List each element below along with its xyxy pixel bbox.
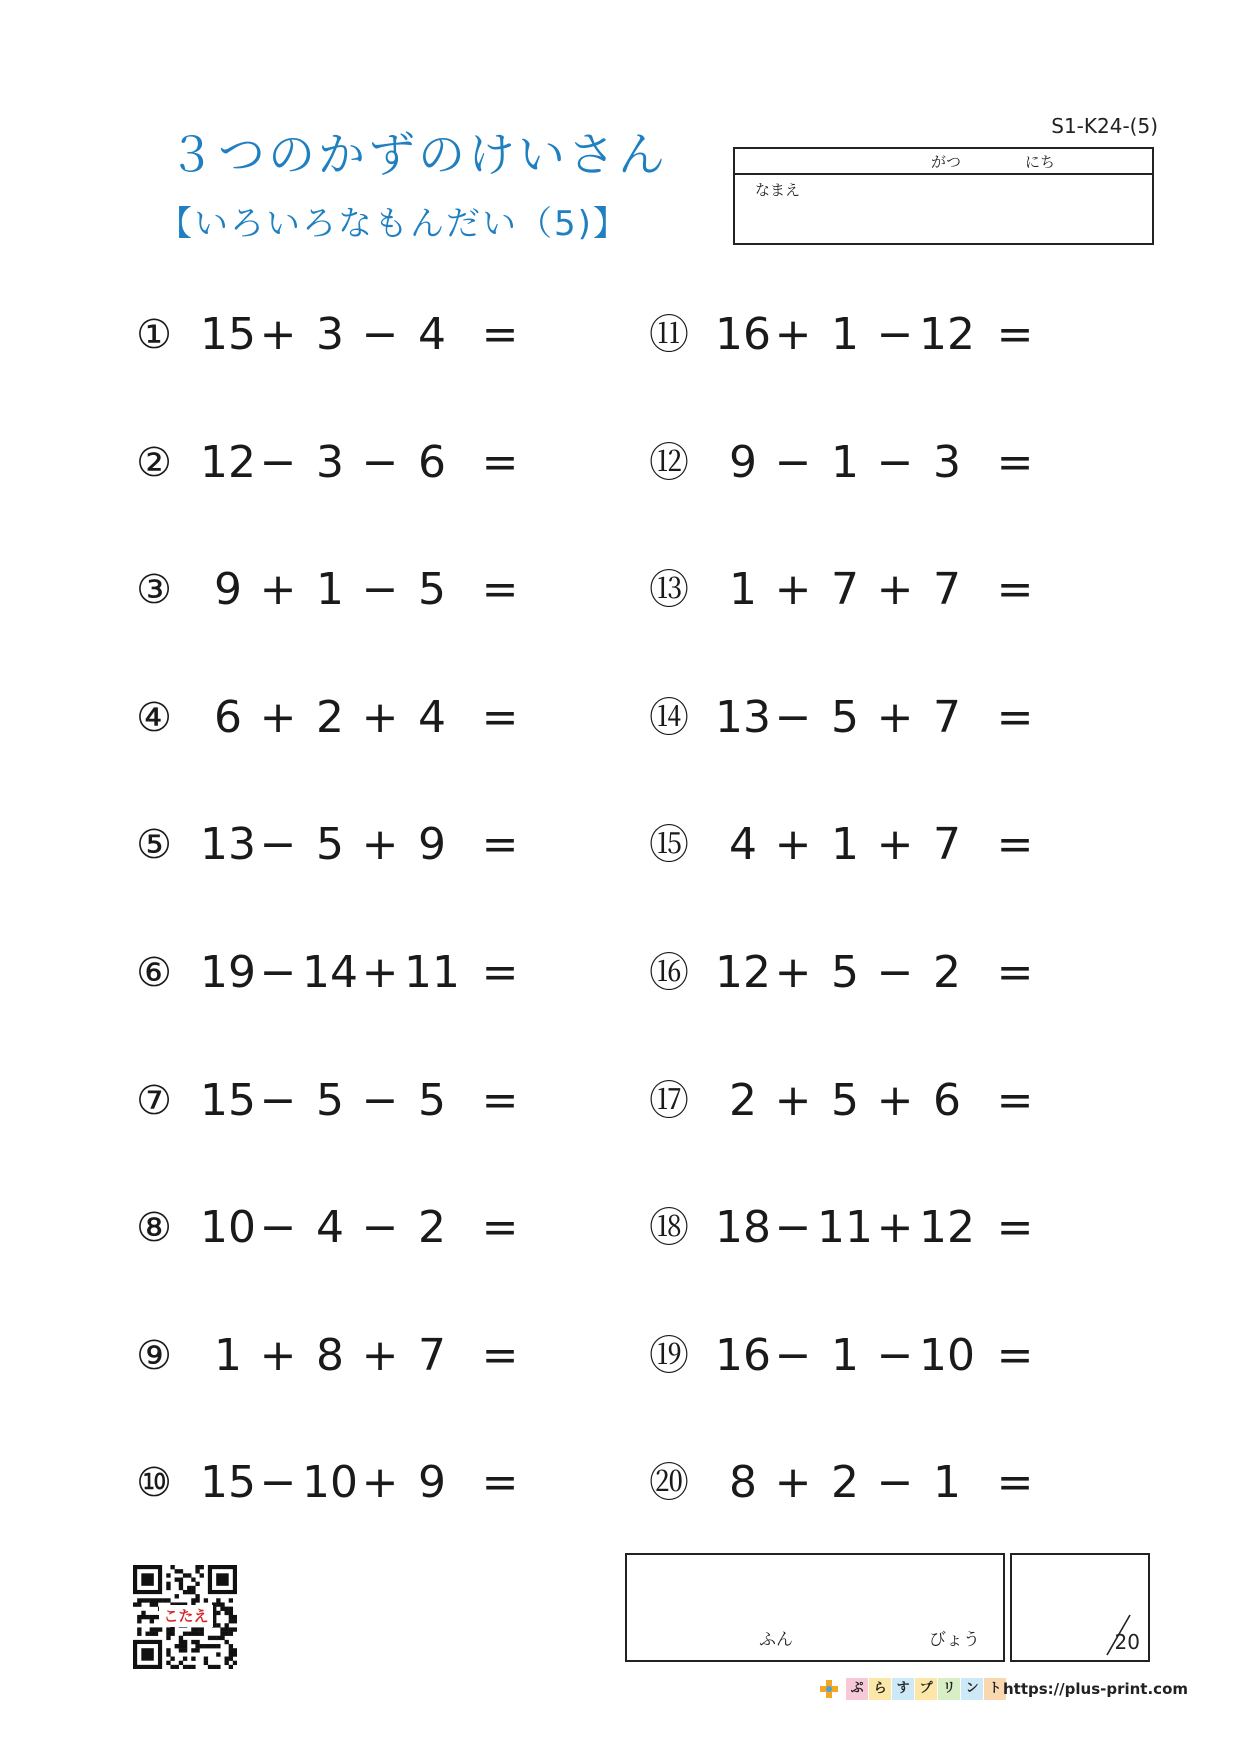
operand-c: 4 — [418, 309, 446, 360]
equals-sign: = — [481, 309, 519, 360]
problem-number: ③ — [136, 567, 172, 613]
operator-2: + — [361, 1457, 399, 1508]
time-box — [625, 1553, 1005, 1662]
operand-c: 6 — [933, 1075, 961, 1126]
operator-1: + — [774, 947, 812, 998]
problem-row — [128, 1198, 538, 1258]
answer-qr-label: こたえ — [159, 1605, 213, 1627]
problem-row — [128, 688, 538, 748]
equals-sign: = — [996, 1457, 1034, 1508]
equals-sign: = — [481, 1330, 519, 1381]
operand-c: 2 — [933, 947, 961, 998]
problem-row — [643, 943, 1053, 1003]
operand-b: 1 — [831, 1330, 859, 1381]
operator-2: − — [876, 1330, 914, 1381]
operand-b: 5 — [316, 819, 344, 870]
operator-1: + — [259, 309, 297, 360]
logo-char: ら — [869, 1678, 891, 1700]
equals-sign: = — [481, 1202, 519, 1253]
problem-row — [128, 560, 538, 620]
equals-sign: = — [996, 819, 1034, 870]
month-label: がつ — [931, 153, 962, 171]
problem-number: ⑱ — [649, 1205, 689, 1251]
operand-c: 5 — [418, 564, 446, 615]
problem-number: ⑬ — [649, 567, 689, 613]
equals-sign: = — [481, 1075, 519, 1126]
problem-row — [128, 815, 538, 875]
worksheet-subtitle: 【いろいろなもんだい（5)】 — [158, 204, 629, 244]
problem-row — [643, 1453, 1053, 1513]
operator-2: + — [876, 692, 914, 743]
operand-c: 3 — [933, 437, 961, 488]
operand-a: 9 — [729, 437, 757, 488]
operand-a: 12 — [200, 437, 256, 488]
operand-b: 1 — [316, 564, 344, 615]
operand-c: 5 — [418, 1075, 446, 1126]
operand-b: 7 — [831, 564, 859, 615]
problem-number: ⑮ — [649, 822, 689, 868]
operand-c: 7 — [933, 819, 961, 870]
operator-2: + — [876, 564, 914, 615]
equals-sign: = — [996, 692, 1034, 743]
day-label: にち — [1025, 153, 1056, 171]
operator-1: − — [259, 1075, 297, 1126]
operand-b: 5 — [316, 1075, 344, 1126]
name-label: なまえ — [755, 181, 801, 199]
operand-c: 7 — [933, 564, 961, 615]
problem-number: ⑭ — [649, 695, 689, 741]
operand-a: 15 — [200, 1075, 256, 1126]
operand-a: 6 — [214, 692, 242, 743]
operand-a: 16 — [715, 309, 771, 360]
operator-1: − — [259, 1202, 297, 1253]
problem-number: ⑨ — [136, 1333, 172, 1379]
equals-sign: = — [996, 437, 1034, 488]
seconds-label: びょう — [929, 1630, 980, 1650]
operator-2: − — [361, 564, 399, 615]
equals-sign: = — [481, 437, 519, 488]
operand-b: 3 — [316, 437, 344, 488]
operator-2: − — [361, 1075, 399, 1126]
operand-a: 2 — [729, 1075, 757, 1126]
operand-b: 1 — [831, 437, 859, 488]
plus-print-mark-icon — [818, 1678, 840, 1700]
problem-row — [643, 1071, 1053, 1131]
operator-2: − — [876, 1457, 914, 1508]
operand-a: 19 — [200, 947, 256, 998]
operator-1: + — [774, 819, 812, 870]
operand-a: 1 — [729, 564, 757, 615]
operand-a: 8 — [729, 1457, 757, 1508]
operand-b: 11 — [817, 1202, 873, 1253]
operator-2: − — [876, 309, 914, 360]
operand-a: 18 — [715, 1202, 771, 1253]
problem-number: ⑫ — [649, 440, 689, 486]
operand-b: 14 — [302, 947, 358, 998]
operand-c: 9 — [418, 1457, 446, 1508]
logo-char: ぷ — [846, 1678, 868, 1700]
operand-b: 1 — [831, 309, 859, 360]
operand-b: 1 — [831, 819, 859, 870]
problem-row — [643, 1198, 1053, 1258]
operand-a: 12 — [715, 947, 771, 998]
problem-row — [128, 433, 538, 493]
operator-2: − — [361, 309, 399, 360]
logo-char: プ — [915, 1678, 937, 1700]
operand-b: 2 — [316, 692, 344, 743]
problem-row — [643, 305, 1053, 365]
operator-1: − — [259, 437, 297, 488]
operator-1: − — [774, 437, 812, 488]
equals-sign: = — [996, 1330, 1034, 1381]
date-row — [735, 149, 1152, 175]
equals-sign: = — [996, 1202, 1034, 1253]
problem-number: ② — [136, 440, 172, 486]
problem-number: ⑳ — [649, 1460, 689, 1506]
problem-number: ⑰ — [649, 1078, 689, 1124]
operator-2: + — [876, 1075, 914, 1126]
operator-2: − — [361, 1202, 399, 1253]
operand-b: 5 — [831, 1075, 859, 1126]
operator-1: − — [774, 692, 812, 743]
operand-c: 11 — [404, 947, 460, 998]
operator-2: + — [361, 1330, 399, 1381]
operand-c: 12 — [919, 1202, 975, 1253]
operand-c: 7 — [933, 692, 961, 743]
problem-row — [643, 433, 1053, 493]
operator-2: + — [361, 819, 399, 870]
problem-number: ⑦ — [136, 1078, 172, 1124]
problem-row — [128, 1326, 538, 1386]
operand-c: 9 — [418, 819, 446, 870]
worksheet-title: ３つのかずのけいさん — [168, 128, 668, 183]
operand-c: 12 — [919, 309, 975, 360]
operand-c: 7 — [418, 1330, 446, 1381]
operand-a: 10 — [200, 1202, 256, 1253]
operator-1: − — [774, 1330, 812, 1381]
problem-row — [643, 688, 1053, 748]
logo-char: ト — [984, 1678, 1006, 1700]
problem-row — [643, 815, 1053, 875]
problem-number: ⑯ — [649, 950, 689, 996]
operand-c: 1 — [933, 1457, 961, 1508]
operand-a: 13 — [200, 819, 256, 870]
operand-b: 8 — [316, 1330, 344, 1381]
equals-sign: = — [481, 564, 519, 615]
problem-row — [128, 943, 538, 1003]
site-url-link[interactable]: https://plus-print.com — [1003, 1680, 1189, 1698]
operator-1: + — [259, 692, 297, 743]
operator-2: + — [361, 692, 399, 743]
operand-c: 10 — [919, 1330, 975, 1381]
logo-char: す — [892, 1678, 914, 1700]
operand-b: 5 — [831, 692, 859, 743]
operand-c: 2 — [418, 1202, 446, 1253]
problem-row — [643, 560, 1053, 620]
operand-a: 1 — [214, 1330, 242, 1381]
equals-sign: = — [481, 947, 519, 998]
problem-number: ⑪ — [649, 312, 689, 358]
operand-a: 16 — [715, 1330, 771, 1381]
equals-sign: = — [481, 819, 519, 870]
operator-1: + — [774, 564, 812, 615]
operator-1: + — [259, 564, 297, 615]
operand-a: 13 — [715, 692, 771, 743]
operand-c: 6 — [418, 437, 446, 488]
operator-1: + — [774, 309, 812, 360]
problem-number: ④ — [136, 695, 172, 741]
problem-row — [128, 305, 538, 365]
operand-c: 4 — [418, 692, 446, 743]
minutes-label: ふん — [759, 1630, 793, 1650]
operand-b: 10 — [302, 1457, 358, 1508]
problem-row — [643, 1326, 1053, 1386]
operator-2: + — [876, 1202, 914, 1253]
name-date-box — [733, 147, 1154, 245]
equals-sign: = — [996, 564, 1034, 615]
operator-1: + — [774, 1457, 812, 1508]
problem-number: ⑩ — [136, 1460, 172, 1506]
operand-b: 4 — [316, 1202, 344, 1253]
equals-sign: = — [996, 309, 1034, 360]
score-box — [1010, 1553, 1150, 1662]
logo-char: リ — [938, 1678, 960, 1700]
problem-number: ⑧ — [136, 1205, 172, 1251]
worksheet-code: S1-K24-(5) — [1051, 114, 1158, 138]
operator-2: − — [876, 437, 914, 488]
equals-sign: = — [481, 1457, 519, 1508]
equals-sign: = — [996, 1075, 1034, 1126]
problem-row — [128, 1453, 538, 1513]
operand-b: 5 — [831, 947, 859, 998]
problem-number: ① — [136, 312, 172, 358]
operand-a: 9 — [214, 564, 242, 615]
score-total: 20 — [1114, 1630, 1140, 1654]
operator-2: + — [361, 947, 399, 998]
equals-sign: = — [481, 692, 519, 743]
problem-number: ⑥ — [136, 950, 172, 996]
operator-2: + — [876, 819, 914, 870]
operator-1: − — [259, 947, 297, 998]
problem-number: ⑲ — [649, 1333, 689, 1379]
operator-2: − — [361, 437, 399, 488]
operator-1: + — [259, 1330, 297, 1381]
logo-char: ン — [961, 1678, 983, 1700]
operator-2: − — [876, 947, 914, 998]
operator-1: − — [259, 1457, 297, 1508]
operand-a: 15 — [200, 1457, 256, 1508]
equals-sign: = — [996, 947, 1034, 998]
operand-a: 4 — [729, 819, 757, 870]
operand-b: 3 — [316, 309, 344, 360]
operator-1: + — [774, 1075, 812, 1126]
problem-row — [128, 1071, 538, 1131]
problem-number: ⑤ — [136, 822, 172, 868]
operator-1: − — [259, 819, 297, 870]
operand-b: 2 — [831, 1457, 859, 1508]
operator-1: − — [774, 1202, 812, 1253]
plus-print-logo — [818, 1678, 1006, 1700]
operand-a: 15 — [200, 309, 256, 360]
